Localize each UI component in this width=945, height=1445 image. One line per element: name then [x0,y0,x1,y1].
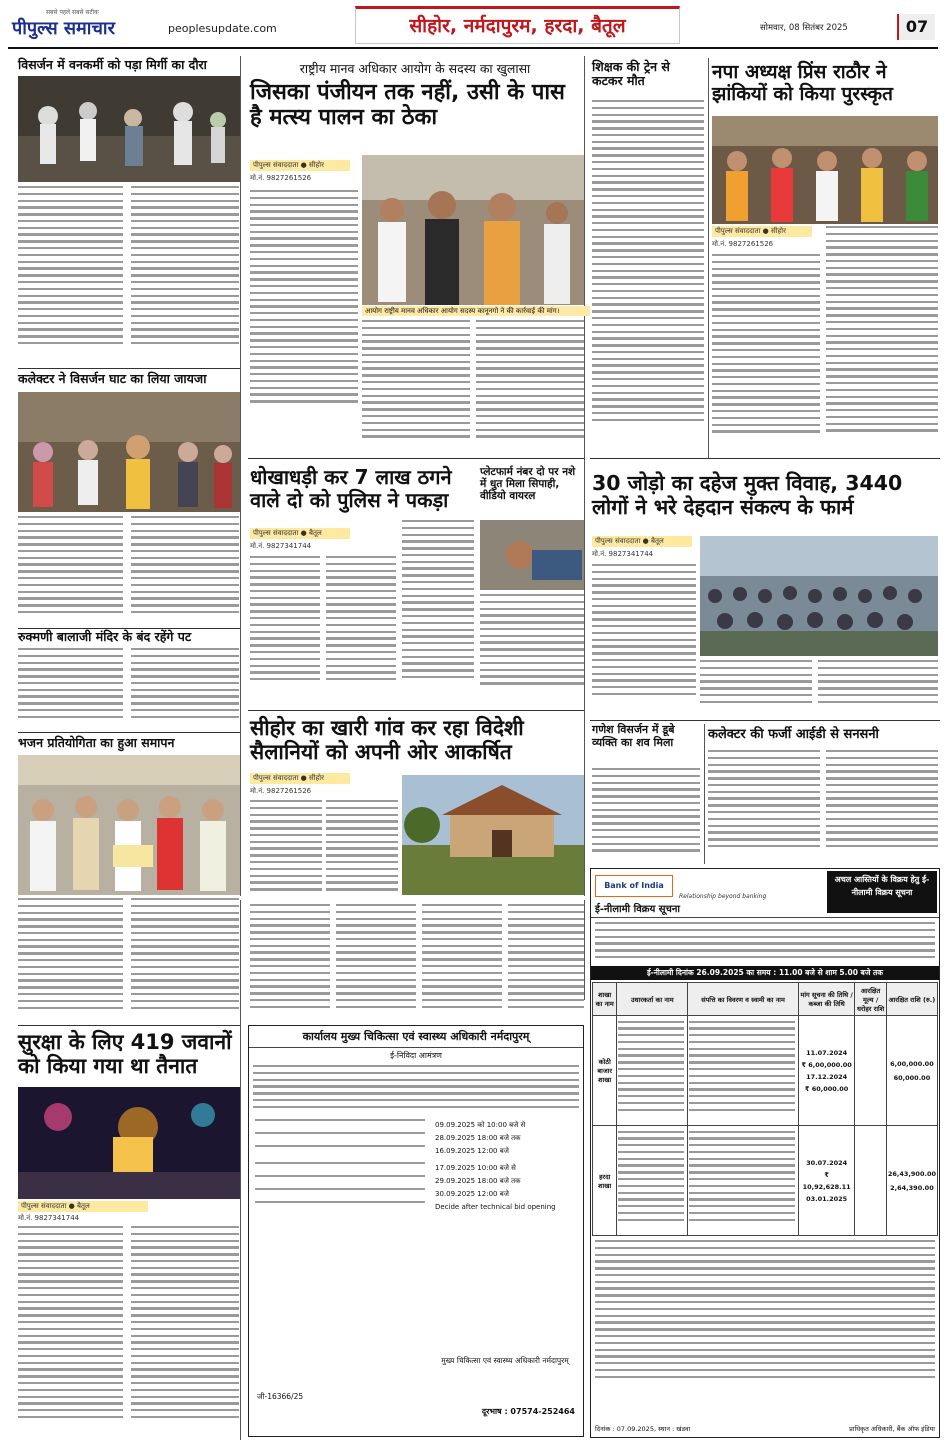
bank-table-header [593,983,938,1016]
schedule-date: 29.09.2025 18:00 बजे तक [435,1177,521,1185]
ad-cmho-code: जी-16366/25 [257,1392,304,1401]
byline-security: पीपुल्स संवाददाता ● बैतूल [18,1201,148,1212]
headline-fraud: धोखाधड़ी कर 7 लाख ठगने वाले दो को पुलिस ने पकड़ा [250,465,452,512]
cell-deposit: 2,64,390.00 [890,1183,934,1192]
article-text-khari-2 [326,800,398,900]
schedule-row [255,1201,577,1214]
article-text-rukmani [18,648,123,728]
byline-dahej: पीपुल्स संवाददाता ● बैतूल [592,536,692,547]
article-text-fake-id-1 [708,750,820,864]
ad-cmho-title: कार्यालय मुख्य चिकित्सा एवं स्वास्थ्य अधिकारी नर्मदापुरम् [249,1026,583,1048]
article-text-visarjan [18,186,123,366]
article-text-matsya-2 [362,320,470,455]
bank-terms-text [595,1240,935,1390]
headline-collector-ghat: कलेक्टर ने विसर्जन घाट का लिया जायजा [18,371,207,386]
article-text-fake-id-2 [826,750,938,864]
article-text-napa-1 [712,254,820,454]
byline-khari: पीपुल्स संवाददाता ● सीहोर [250,773,350,784]
table-row [593,1016,938,1126]
schedule-row [255,1145,577,1158]
article-text-train [592,100,704,452]
cell-branch: कोठी बाजार शाखा [593,1016,617,1126]
article-text-bhajan [18,898,123,1023]
ad-cmho [248,1025,584,1437]
schedule-date: 30.09.2025 12:00 बजे [435,1190,509,1198]
article-text-platform [480,594,584,696]
headline-dahej: 30 जोड़ो का दहेज मुक्त विवाह, 3440 लोगों ने भरे देहदान संकल्प के फार्म [592,471,903,519]
schedule-row [255,1188,577,1201]
masthead [0,0,945,50]
kicker-matsya: राष्ट्रीय मानव अधिकार आयोग के सदस्य का खुलासा [299,61,531,76]
byline-matsya: पीपुल्स संवाददाता ● सीहोर [250,160,350,171]
article-text-khari-1 [250,800,322,900]
headline-matsya: जिसका पंजीयन तक नहीं, उसी के पास है मत्स्य पालन का ठेका [250,80,565,131]
photo-visarjan [18,76,240,182]
photo-bhajan-image [18,755,240,895]
article-text-fraud-2 [326,556,396,696]
article-text-dahej-3 [818,660,938,715]
headline-platform: प्लेटफार्म नंबर दो पर नशे में धुत मिला सिपाही, वीडियो वायरल [480,466,576,503]
cell-date1: 30.07.2024 [806,1158,848,1167]
schedule-row [255,1175,577,1188]
article-text-visarjan-2 [131,186,239,366]
cell-date2: 03.01.2025 [806,1194,848,1203]
photo-khari [402,775,584,895]
byline-napa: पीपुल्स संवाददाता ● सीहोर [712,226,812,237]
th-dates: मांग सूचना की तिथि / कब्जा की तिथि [798,983,854,1016]
caption-matsya: आयोग राष्ट्रीय मानव अधिकार आयोग सदस्य कानूनगो ने की कार्रवाई की मांग। [362,306,590,316]
schedule-row [255,1132,577,1145]
mobile-fraud: मो.नं. 9827341744 [250,542,312,550]
photo-khari-image [402,775,584,895]
th-borrower: उधारकर्ता का नाम [617,983,688,1016]
photo-visarjan-image [18,76,240,182]
article-text-ganesh [592,768,700,864]
photo-matsya [362,155,584,305]
page-number: 07 [897,14,935,40]
cell-amt1: ₹ 6,00,000.00 [801,1060,852,1069]
schedule-date: 17.09.2025 10:00 बजे से [435,1164,516,1172]
mobile-security: मो.नं. 9827341744 [18,1214,80,1222]
bank-auction-date: ई-नीलामी दिनांक 26.09.2025 का समय : 11.00 बजे से शाम 5.00 बजे तक [591,966,939,980]
bank-brand: Bank of India [604,881,664,890]
th-amount: आरक्षित राशि (रु.) [886,983,937,1016]
th-branch: शाखा का नाम [593,983,617,1016]
headline-fake-id: कलेक्टर की फर्जी आईडी से सनसनी [708,727,879,742]
table-row [593,1126,938,1236]
schedule-date: 28.09.2025 18:00 बजे तक [435,1134,521,1142]
photo-collector-ghat [18,392,240,512]
section-title: सीहोर, नर्मदापुरम, हरदा, बैतूल [409,15,626,37]
photo-security-image [18,1087,240,1199]
photo-dahej [700,536,938,656]
th-reserve: आरक्षित मूल्य / धरोहर राशि [855,983,887,1016]
article-text-fraud-3 [402,520,474,696]
bank-table [592,982,938,1236]
cell-reserve: 6,00,000.00 [890,1059,934,1068]
photo-platform [480,520,584,590]
article-text-khari-4 [336,904,416,1020]
cell-date1: 11.07.2024 [806,1048,848,1057]
ad-cmho-sub: ई-निविदा आमंत्रण [390,1051,442,1060]
headline-visarjan-mirgi: विसर्जन में वनकर्मी को पड़ा मिर्गी का दौरा [18,57,207,72]
headline-ganesh: गणेश विसर्जन में डूबे व्यक्ति का शव मिला [592,723,675,749]
headline-khari: सीहोर का खारी गांव कर रहा विदेशी सैलानियों को अपनी ओर आकर्षित [250,716,524,765]
article-text-dahej-1 [592,564,696,714]
photo-bhajan [18,755,240,895]
article-text-fraud-1 [250,556,320,696]
ad-cmho-phone: दूरभाष : 07574-252464 [481,1407,575,1416]
mobile-napa: मो.नं. 9827261526 [712,240,774,248]
headline-rukmani: रुक्मणी बालाजी मंदिर के बंद रहेंगे पट [18,629,192,644]
article-text-matsya-1 [250,190,358,425]
website-link[interactable]: peoplesupdate.com [168,22,277,35]
cell-amt1: ₹ 10,92,628.11 [802,1170,851,1191]
bank-box: अचल आस्तियों के विक्रय हेतु ई-नीलामी विक्रय सूचना [827,871,937,913]
headline-train: शिक्षक की ट्रेन से कटकर मौत [592,59,670,89]
schedule-date: Decide after technical bid opening [435,1203,556,1211]
cell-reserve: 26,43,900.00 [887,1169,936,1178]
bank-intro-text [595,922,935,964]
article-text-rukmani-2 [131,648,239,728]
article-text-collector-2 [131,516,239,626]
photo-matsya-image [362,155,584,305]
article-text-collector [18,516,123,626]
photo-dahej-image [700,536,938,656]
logo-tagline: सबसे पहले सबसे सटीक [46,9,99,16]
cell-branch: हरदा शाखा [593,1126,617,1236]
schedule-date: 16.09.2025 12:00 बजे [435,1147,509,1155]
mobile-khari: मो.नं. 9827261526 [250,787,312,795]
article-text-khari-5 [422,904,502,1020]
article-text-security [18,1226,123,1438]
bank-slogan: Relationship beyond banking [679,893,767,900]
cell-amt2: ₹ 60,000.00 [804,1084,849,1093]
bank-sign: प्राधिकृत अधिकारी, बैंक ऑफ इंडिया [849,1425,935,1433]
schedule-row [255,1162,577,1175]
article-text-bhajan-2 [131,898,239,1023]
issue-date: सोमवार, 08 सितंबर 2025 [760,23,848,33]
article-text-security-2 [131,1226,239,1438]
schedule-row [255,1119,577,1132]
article-text-matsya-3 [476,320,584,455]
logo-text: पीपुल्स समाचार [12,18,115,39]
mobile-dahej: मो.नं. 9827341744 [592,550,654,558]
section-banner [355,6,680,44]
photo-security [18,1087,240,1199]
headline-napa: नपा अध्यक्ष प्रिंस राठौर ने झांकियों को किया पुरस्कृत [712,61,893,105]
photo-napa [712,116,938,224]
th-property: संपत्ति का विवरण व स्वामी का नाम [688,983,799,1016]
bank-logo [595,875,673,897]
cell-date2: 17.12.2024 [806,1072,848,1081]
mobile-matsya: मो.नं. 9827261526 [250,174,312,182]
schedule-date: 09.09.2025 को 10:00 बजे से [435,1121,526,1129]
photo-napa-image [712,116,938,224]
photo-platform-image [480,520,584,590]
article-text-dahej-2 [700,660,812,715]
article-text-khari-6 [508,904,584,1020]
bank-footer: दिनांक : 07.09.2025, स्थान : खंडवा [595,1425,691,1433]
byline-fraud: पीपुल्स संवाददाता ● बैतूल [250,528,350,539]
photo-collector-ghat-image [18,392,240,512]
ad-cmho-schedule [255,1119,577,1214]
bank-header [591,869,939,918]
article-text-napa-2 [826,226,938,454]
bank-title: ई-नीलामी विक्रय सूचना [595,904,680,915]
headline-bhajan: भजन प्रतियोगिता का हुआ समापन [18,735,175,750]
ad-bank [590,868,940,1438]
cell-deposit: 60,000.00 [893,1073,931,1082]
headline-security: सुरक्षा के लिए 419 जवानों को किया गया था तैनात [18,1030,232,1079]
article-text-khari-3 [250,904,330,1020]
ad-cmho-text [253,1065,579,1115]
ad-cmho-signature: मुख्य चिकित्सा एवं स्वास्थ्य अधिकारी नर्मदापुरम् [441,1356,569,1365]
masthead-logo [12,8,162,40]
